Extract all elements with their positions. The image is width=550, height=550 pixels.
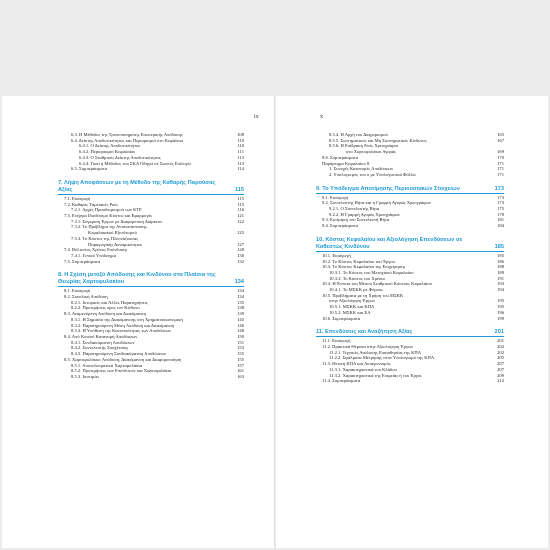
chapter-title: 11. Επενδύσεις και Αναζήτηση Αξίας [316, 329, 413, 336]
chapter-heading [316, 329, 504, 337]
toc-entry-page: 148 [237, 328, 244, 334]
toc-entry-title: 7.2. Καθαρές Ταμειακές Ροές [64, 201, 119, 207]
toc-entry-title: 11.3. Θετική ΚΠΑ και Ανταγωνισμός [322, 361, 391, 367]
toc-entry-page: 167 [497, 137, 504, 143]
toc-entry-title: 8.3.2. Παρατηρούμενη Μέση Απόδοση και Διακύμανση [71, 322, 175, 328]
toc-entry-title: 10.3.1. Το Κόστος του Μετοχικού Κεφαλαίου [329, 269, 414, 275]
toc-entry-title: 7.3.3. Το Κόστος της Πλεονάζουσας [71, 235, 139, 241]
toc-entry-title: 10.5.2. ΜΣΚΚ και ΕΑ [329, 309, 371, 315]
toc-entry-title: 1. Συνοχές Κατανομές Αποδόσεων [329, 166, 394, 172]
toc-entry-title: 9.3. Εκτίμηση του Συντελεστή Βήτα [322, 217, 390, 223]
toc-entry-title: 11.2.1. Τεχνικές Ανάλυσης Ευαισθησίας της ΚΠΑ [329, 349, 422, 355]
toc-entry-page: 189 [497, 269, 504, 275]
chapter-title: 9. Το Υπόδειγμα Αποτίμησης Περιουσιακών Στοιχείων [316, 185, 460, 192]
toc-entry-title: 6.4.2. Περιορισμοί Κεφαλαίου [79, 149, 136, 155]
toc-entry-title: 8.5.5. Συστηματικός και Μη Συστηματικός Κίνδυνος [329, 137, 427, 143]
toc-entry-page: 173 [497, 194, 504, 200]
right-toc [316, 132, 504, 384]
toc-entry-title: 10.4. Η Έννοια του Μέσου Σταθμικού Κόστους Κεφαλαίου [322, 281, 432, 287]
toc-entry-page: 157 [237, 362, 244, 368]
toc-entry-page: 185 [497, 252, 504, 258]
right-page [276, 96, 548, 548]
chapter-heading [58, 180, 244, 195]
toc-entry [316, 223, 504, 229]
toc-entry-page: 135 [237, 299, 244, 305]
toc-entry-title: 11.3.1. Χαρακτηριστικά του Κλάδου [329, 366, 397, 372]
toc-entry-title: 7.1. Εισαγωγή [64, 195, 91, 201]
toc-entry-page: 175 [497, 206, 504, 212]
toc-entry-title: 8.3.1. Η Σημασία της Διακύμανσης στη Χρηματοοικονομική [71, 316, 183, 322]
toc-entry-page: 139 [237, 311, 244, 317]
toc-entry-title: 6.4. Δείκτης Αποδοτικότητας και Περιορισμοί στο Κεφάλαιο [71, 137, 184, 143]
toc-entry-page: 171 [497, 166, 504, 172]
toc-entry-title: 7.3.1. Σύγκριση Έργων με Διαφορετική Διάρκεια [71, 218, 162, 224]
toc-entry-page: 207 [497, 361, 504, 367]
toc-entry-title: 6.3. Η Μέθοδος της Τροποποιημένης Εσωτερικής Απόδοσης [71, 132, 183, 137]
toc-entry-page: 171 [497, 171, 504, 177]
toc-entry-title: 10.3. Το Κόστος Κεφαλαίου της Επιχείρησης [322, 264, 406, 270]
toc-entry [58, 166, 244, 172]
toc-entry-title: 8.2.2. Προτιμήσεις προς τον Κίνδυνο [71, 305, 140, 311]
toc-entry-page: 138 [237, 305, 244, 311]
toc-entry-title: 8.4.2. Συντελεστής Συσχέτισης [71, 345, 129, 351]
chapter-title: 10. Κόστος Κεφαλαίου και Αξιολόγηση Επενδύσεων σε Καθεστώς Κινδύνου [316, 236, 463, 250]
toc-entry-page: 188 [497, 264, 504, 270]
toc-entry-page: 130 [237, 252, 244, 258]
toc-entry-page: 178 [497, 211, 504, 217]
toc-entry-title: Κεφαλαιακού Εξοπλισμού [88, 230, 137, 236]
toc-entry-page: 193 [497, 281, 504, 287]
toc-entry-title: 8.3.3. Η Υπόθεση της Κανονικότητας των Αποδόσεων [71, 328, 172, 334]
toc-entry-page: 163 [237, 373, 244, 379]
toc-entry-title: 11.4. Συμπεράσματα [322, 378, 361, 384]
toc-entry-title: 7.4. Βέλτιστος Χρόνος Επένδυσης [64, 247, 128, 253]
toc-entry-page: 127 [237, 241, 244, 247]
toc-entry-title: Παράρτημα Κεφαλαίου 8 [322, 160, 370, 166]
toc-entry-page: 202 [497, 349, 504, 355]
toc-entry-page: 111 [237, 149, 244, 155]
toc-entry-title: 9.4. Συμπεράσματα [322, 223, 358, 229]
toc-entry-title: 8.1. Εισαγωγή [64, 288, 91, 294]
toc-entry-title: 7.2.1. Αρχές Προσδιορισμού των ΚΤΡ [71, 207, 142, 213]
toc-entry-page: 171 [497, 160, 504, 166]
toc-entry-page: 165 [497, 132, 504, 137]
toc-entry-title: 11.1. Εισαγωγή [322, 338, 351, 344]
toc-entry-page: 113 [237, 154, 244, 160]
toc-entry-page: 207 [497, 366, 504, 372]
chapter-title: 8. Η Σχέση μεταξύ Απόδοσης και Κινδύνου στα Πλαίσια της Θεωρίας Χαρτοφυλακίου [58, 272, 216, 286]
toc-entry-title: Παραγωγικής Δυναμικότητας [88, 241, 143, 247]
toc-entry-title: 8.4.3. Παρατηρούμενη Συνδιακύμανση Αποδόσεων [71, 351, 167, 357]
left-page [2, 96, 274, 548]
toc-entry-page: 151 [237, 339, 244, 345]
toc-entry-page: 181 [497, 217, 504, 223]
toc-entry-page: 205 [497, 355, 504, 361]
toc-entry-page: 191 [497, 275, 504, 281]
toc-entry-title: 11.3.2. Χαρακτηριστικά της Επιφείας ή του Έργου [329, 372, 423, 378]
toc-entry-title: 8.5.3. Ισοτιμίες [71, 373, 100, 379]
toc-entry-page: 146 [237, 322, 244, 328]
toc-entry-page: 110 [237, 137, 244, 143]
chapter-page: 201 [494, 329, 504, 336]
toc-entry-title: 11.2. Πρακτικά Θέματα στην Αξιολόγηση Έργων [322, 343, 414, 349]
toc-entry-title: 8.2.1. Ιστορικές και Άλλες Παρατηρήσεις [71, 299, 148, 305]
toc-entry-title: 10.6. Συμπεράσματα [322, 315, 361, 321]
toc-entry-title: 6.4.4. Γιατί η Μέθοδος του ΣΚΑ Οδηγεί σε Σωστές Επιλογές [79, 160, 192, 166]
toc-entry-page: 125 [237, 230, 244, 236]
toc-entry-title: 8.5.1. Αποτελεσματικά Χαρτοφυλάκια [71, 362, 143, 368]
left-toc [58, 132, 244, 380]
toc-entry-title: στην Αξιολόγηση Έργων [329, 298, 376, 304]
chapter-page: 134 [234, 279, 244, 286]
toc-entry-page: 115 [237, 195, 244, 201]
toc-entry-title: 8.5.4. Η Αρχή του Διαχωρισμού [329, 132, 388, 137]
toc-entry [58, 259, 244, 265]
toc-entry [316, 172, 504, 178]
toc-entry-title: 9.1. Εισαγωγή [322, 194, 349, 200]
toc-entry-title: 9.2.2. Η Γραμμή Αγοράς Χρεογράφων [329, 211, 400, 217]
toc-entry-title: 10.1. Εισαγωγή [322, 252, 351, 258]
toc-entry-page: 128 [237, 247, 244, 253]
toc-entry-title: 8.5. Χαρτοφυλάκια: Απόδοση, Διακύμανση και Διαφοροποίηση [64, 356, 182, 362]
toc-entry-page: 194 [497, 287, 504, 293]
toc-entry-page: 121 [237, 213, 244, 219]
toc-entry-page: 212 [497, 378, 504, 384]
toc-entry-title: 8.4. Από Κοινού Κατανομή Αποδόσεων [64, 333, 138, 339]
right-page-number: x [320, 114, 323, 120]
toc-entry-page: 122 [237, 218, 244, 224]
chapter-heading [316, 186, 504, 194]
toc-entry-title: 2. Υπολογισμός του σ με Υπολογιστικά Φύλλα [329, 171, 416, 177]
toc-entry [316, 316, 504, 322]
chapter-title: 7. Λήψη Αποφάσεων με τη Μέθοδο της Καθαρής Παρούσας Αξίας [58, 179, 216, 193]
toc-entry-title: 8.3. Αναμενόμενη Απόδοση και Διακύμανση [64, 311, 147, 317]
toc-entry-page: 155 [237, 351, 244, 357]
toc-entry-title: 8.4.1. Συνδιακύμανση Αποδόσεων [71, 339, 135, 345]
toc-entry-title: 6.5. Συμπεράσματα [71, 166, 107, 172]
toc-entry-title: 6.4.1. Ο Δείκτης Αποδοτικότητας [79, 143, 141, 149]
toc-entry-title: 7.5. Συμπεράσματα [64, 258, 100, 264]
chapter-heading [58, 272, 244, 287]
toc-entry-page: 115 [237, 201, 244, 207]
toc-entry-page: 134 [237, 288, 244, 294]
toc-entry-page: 195 [497, 304, 504, 310]
toc-entry-page: 196 [497, 309, 504, 315]
toc-entry-page: 114 [237, 166, 244, 172]
toc-entry-page: 195 [497, 298, 504, 304]
toc-entry-title: 11.2.2. Σφάλματα Μέτρησης στον Υπολογισμό της ΚΠΑ [329, 355, 435, 361]
toc-entry-page: 153 [237, 345, 244, 351]
toc-entry-page: 209 [497, 372, 504, 378]
toc-entry-page: 202 [497, 343, 504, 349]
toc-entry-title: 8.5.6. Η Επίδραση Ενός Χρεογράφου [329, 143, 399, 149]
toc-entry-page: 116 [237, 207, 244, 213]
toc-entry-title: 7.3.2. Το Πρόβλημα της Αντικατάστασης [71, 224, 147, 230]
toc-entry-title: 7.4.1. Γενικό Υπόδειγμα [71, 252, 117, 258]
toc-entry-page: 184 [497, 223, 504, 229]
toc-entry-title: 10.4.1. Το ΜΣΚΚ με Φόρους [329, 287, 384, 293]
toc-entry-title: 6.4.3. Ο Σταθμικός Δείκτης Αποδοτικότητας [79, 154, 161, 160]
toc-entry-page: 199 [497, 315, 504, 321]
chapter-page: 173 [494, 185, 504, 192]
toc-entry-page: 169 [497, 149, 504, 155]
toc-entry-title: 8.2. Συνολική Απόδοση [64, 294, 108, 300]
chapter-page: 115 [234, 186, 244, 193]
toc-entry-page: 201 [497, 338, 504, 344]
toc-entry-title: 9.2.1. Ο Συντελεστής Βήτα [329, 206, 380, 212]
toc-entry-title: στο Χαρτοφυλάκιο Αγοράς [346, 149, 397, 155]
toc-entry-title: 10.3.2. Το Κόστος του Χρέους [329, 275, 386, 281]
toc-entry-title: 10.2. Το Κόστος Κεφαλαίου του Έργου [322, 258, 395, 264]
chapter-heading [316, 237, 504, 252]
toc-entry-page: 145 [237, 316, 244, 322]
toc-entry-page: 108 [237, 132, 244, 137]
toc-entry [58, 374, 244, 380]
toc-entry-title: 9.2. Συντελεστής Βήτα και η Γραμμή Αγοράς Χρεογράφων [322, 200, 432, 206]
left-page-number: ix [254, 114, 259, 120]
toc-entry [316, 378, 504, 384]
toc-entry-page: 155 [237, 356, 244, 362]
chapter-page: 185 [494, 243, 504, 250]
toc-entry-page: 173 [497, 200, 504, 206]
toc-entry-page: 132 [237, 258, 244, 264]
toc-entry-title: 7.3. Ενέργια Ιδιοδόσιμο Κόστος και Εφαρμογές [64, 213, 153, 219]
toc-entry-page: 113 [237, 160, 244, 166]
toc-entry-page: 161 [237, 368, 244, 374]
toc-entry-title: 10.5. Προβλήματα με τη Χρήση του ΜΣΚΚ [322, 292, 404, 298]
toc-entry-title: 10.5.1. ΜΣΚΚ και ΚΠΑ [329, 304, 375, 310]
toc-entry-page: 110 [237, 143, 244, 149]
toc-entry-page: 134 [237, 294, 244, 300]
toc-entry-page: 186 [497, 258, 504, 264]
toc-entry-title: 8.5.2. Προτιμήσεις των Επενδυτών και Χαρτοφυλάκια [71, 368, 172, 374]
toc-entry-page: 170 [497, 154, 504, 160]
toc-entry-title: 8.6. Συμπεράσματα [322, 154, 358, 160]
toc-entry-page: 150 [237, 333, 244, 339]
